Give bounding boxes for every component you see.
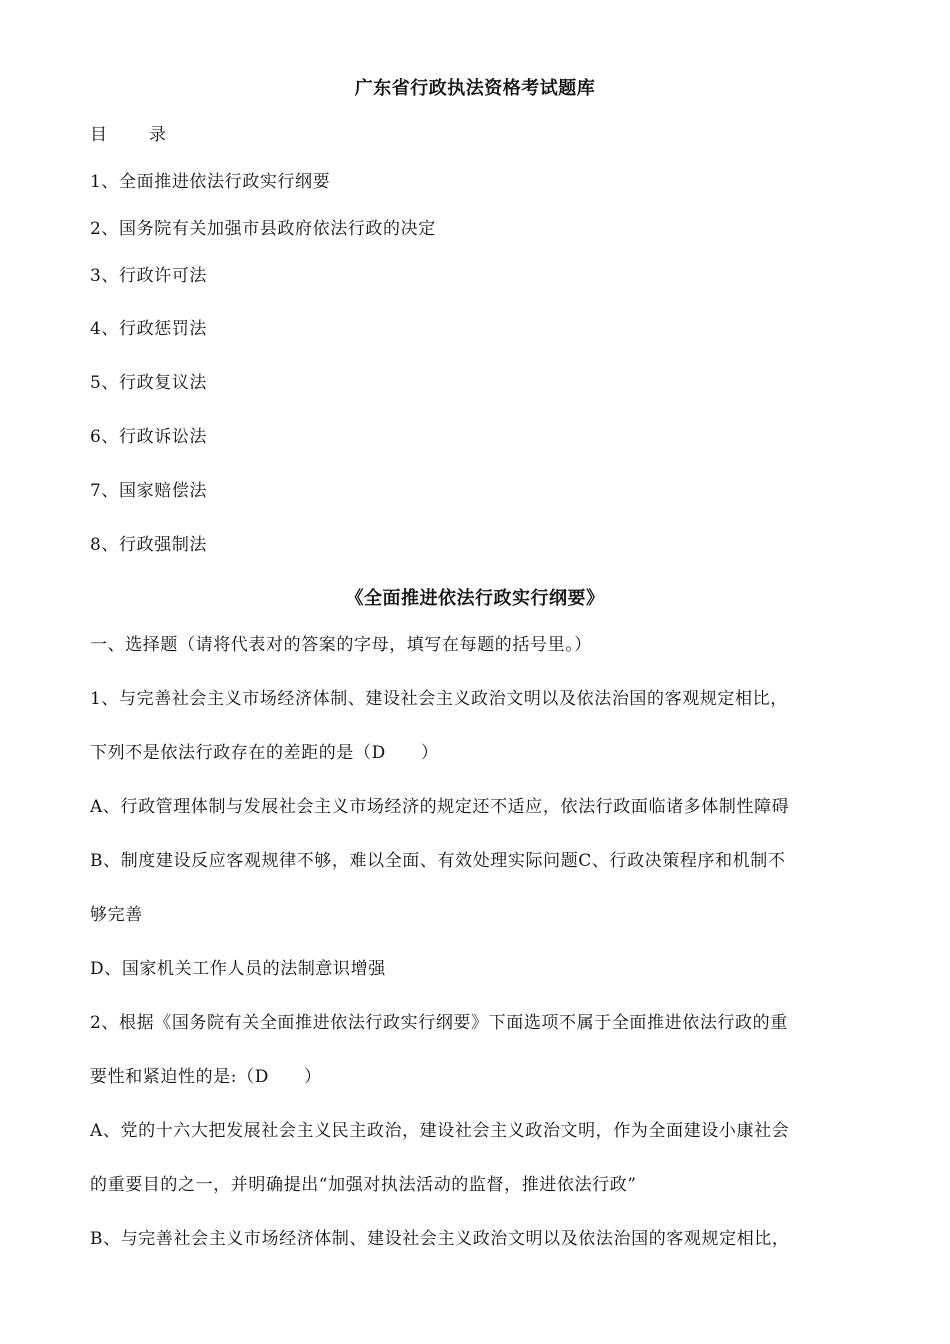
body-line: B、制度建设反应客观规律不够，难以全面、有效处理实际问题C、行政决策程序和机制不 — [90, 851, 786, 871]
toc-item: 6、行政诉讼法 — [90, 427, 208, 447]
body-line: 下列不是依法行政存在的差距的是（D ） — [90, 743, 439, 763]
toc-heading-char-2: 录 — [149, 125, 166, 145]
body-line: 1、与完善社会主义市场经济体制、建设社会主义政治文明以及依法治国的客观规定相比， — [90, 689, 788, 709]
body-line: 够完善 — [90, 905, 143, 925]
toc-item: 3、行政许可法 — [90, 266, 208, 286]
body-line: A、行政管理体制与发展社会主义市场经济的规定还不适应，依法行政面临诸多体制性障碍 — [90, 797, 790, 817]
body-line: D、国家机关工作人员的法制意识增强 — [90, 959, 386, 979]
body-line: 2、根据《国务院有关全面推进依法行政实行纲要》下面选项不属于全面推进依法行政的重 — [90, 1013, 788, 1033]
toc-heading-char-1: 目 — [90, 125, 107, 145]
toc-item: 8、行政强制法 — [90, 535, 208, 555]
toc-item: 5、行政复议法 — [90, 373, 208, 393]
body-line: B、与完善社会主义市场经济体制、建设社会主义政治文明以及依法治国的客观规定相比， — [90, 1229, 790, 1249]
toc-heading — [90, 124, 166, 146]
body-line: A、党的十六大把发展社会主义民主政治，建设社会主义政治文明，作为全面建设小康社会 — [90, 1121, 790, 1141]
toc-item: 7、国家赔偿法 — [90, 481, 208, 501]
section-title: 《全面推进依法行政实行纲要》 — [345, 588, 605, 609]
toc-item: 4、行政惩罚法 — [90, 319, 208, 339]
document-title: 广东省行政执法资格考试题库 — [354, 78, 596, 99]
section-heading: 一、选择题（请将代表对的答案的字母，填写在每题的括号里。） — [90, 635, 592, 655]
toc-item: 2、国务院有关加强市县政府依法行政的决定 — [90, 219, 436, 239]
body-line: 的重要目的之一，并明确提出“加强对执法活动的监督，推进依法行政” — [90, 1175, 637, 1195]
toc-item: 1、全面推进依法行政实行纲要 — [90, 172, 331, 192]
body-line: 要性和紧迫性的是:（D ） — [90, 1067, 322, 1087]
